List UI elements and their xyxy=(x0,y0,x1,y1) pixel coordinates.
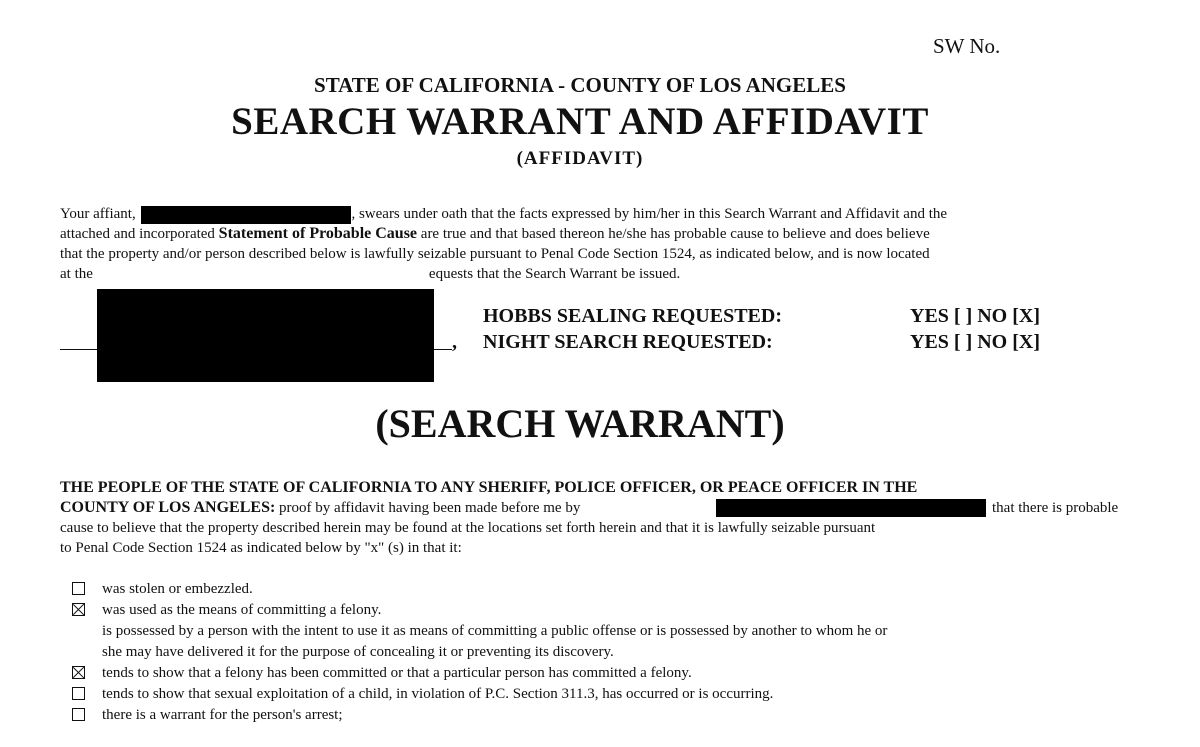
state-county-heading: STATE OF CALIFORNIA - COUNTY OF LOS ANGELES xyxy=(314,73,846,97)
affidavit-line-1: Your affiant, , swears under oath that the facts expressed by him/her in this Search Warrant and Affidavit and the xyxy=(60,206,948,222)
signature-comma: , xyxy=(452,331,457,353)
probable-cause-label: Statement of Probable Cause xyxy=(218,225,418,242)
checkbox-icon[interactable] xyxy=(72,708,85,721)
warrant-line-1: THE PEOPLE OF THE STATE OF CALIFORNIA TO ANY SHERIFF, POLICE OFFICER, OR PEACE OFFICER IN THE xyxy=(60,479,918,496)
affidavit-line-2: attached and incorporated Statement of Probable Cause are true and that based thereon he/she has probable cause to believe and does believe xyxy=(60,225,930,242)
checked-checkbox-icon[interactable] xyxy=(72,666,85,679)
affidavit-paragraph xyxy=(60,204,1100,284)
redacted-affiant-name xyxy=(141,206,351,224)
night-search-value: YES [ ] NO [X] xyxy=(910,331,1040,353)
checkbox-icon[interactable] xyxy=(72,687,85,700)
affidavit-line-3: that the property and/or person described below is lawfully seizable pursuant to Penal Code Section 1524, as indicated below, and is now located xyxy=(60,246,930,262)
night-search-label: NIGHT SEARCH REQUESTED: xyxy=(483,331,773,353)
affidavit-line-4: at the equests that the Search Warrant be issued. xyxy=(60,266,681,282)
sw-number-label: SW No. xyxy=(933,34,1001,58)
redacted-officer-name xyxy=(716,499,986,517)
checkbox-icon[interactable] xyxy=(72,582,85,595)
search-warrant-title: (SEARCH WARRANT) xyxy=(375,401,785,446)
search-warrant-paragraph xyxy=(60,478,1119,558)
document-title: SEARCH WARRANT AND AFFIDAVIT xyxy=(231,100,929,143)
county-label: COUNTY OF LOS ANGELES: xyxy=(60,499,276,516)
warrant-line-4: to Penal Code Section 1524 as indicated below by "x" (s) in that it: xyxy=(60,540,462,556)
hobbs-sealing-value: YES [ ] NO [X] xyxy=(910,305,1040,327)
warrant-line-3: cause to believe that the property described herein may be found at the locations set forth herein and that it is lawfully seizable pursuant xyxy=(60,520,876,536)
warrant-line-2: COUNTY OF LOS ANGELES: proof by affidavit having been made before me by that there is probable xyxy=(60,499,1119,516)
hobbs-sealing-label: HOBBS SEALING REQUESTED: xyxy=(483,305,782,327)
redacted-block xyxy=(97,289,434,382)
checked-checkbox-icon[interactable] xyxy=(72,603,85,616)
affidavit-subtitle: (AFFIDAVIT) xyxy=(516,148,644,169)
